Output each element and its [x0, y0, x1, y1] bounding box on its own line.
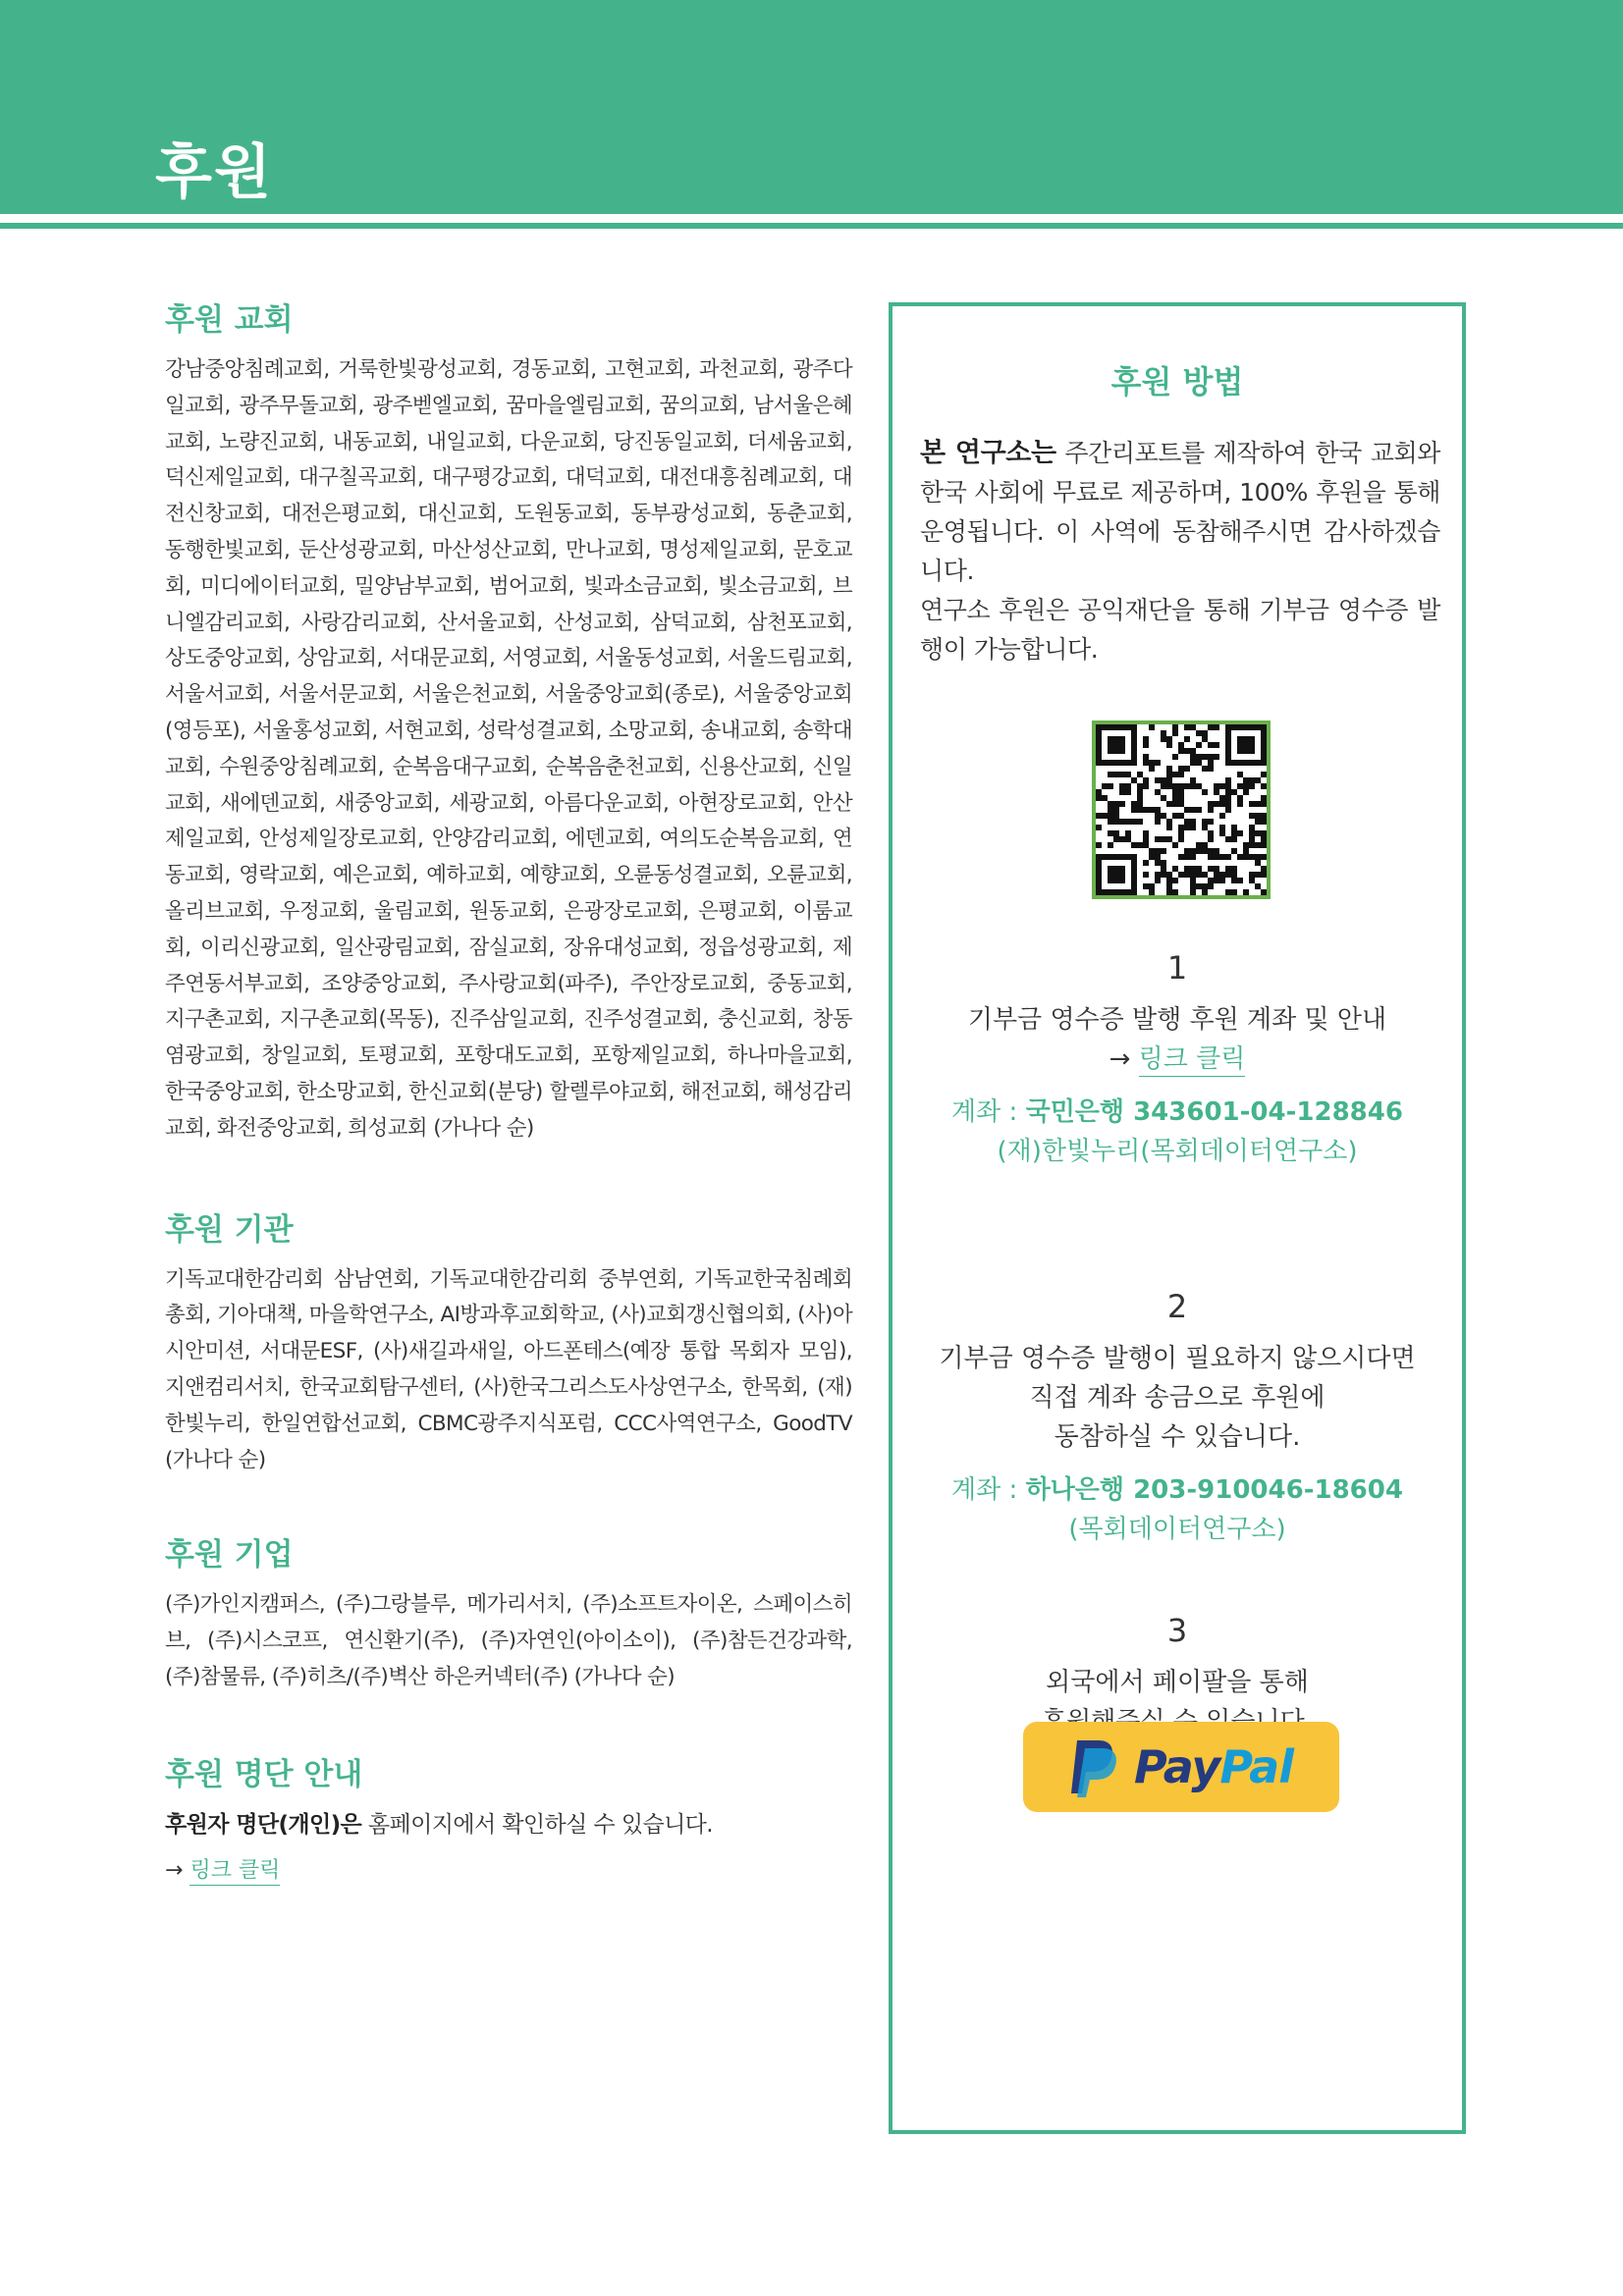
arrow-right-icon: →: [1109, 1044, 1131, 1074]
companies-section: [165, 1529, 852, 1695]
step-1: [893, 949, 1462, 1171]
step-1-account-value: 국민은행 343601-04-128846: [1025, 1097, 1403, 1127]
step-2-account: [893, 1470, 1462, 1510]
donor-list-link[interactable]: 링크 클릭: [189, 1858, 280, 1886]
step-2-text-line-1: 기부금 영수증 발행이 필요하지 않으시다면: [939, 1344, 1416, 1373]
institutions-list: 기독교대한감리회 삼남연회, 기독교대한감리회 중부연회, 기독교한국침례회총회, 기아대책, 마을학연구소, AI방과후교회학교, (사)교회갱신협의회, (사)아시안미션, 서대문ESF, (사)새길과새일, 아드폰테스(예장 통합 목회자 모임), 지앤컴리서치, 한국교회탐구센터, (사)한국그리스도사상연구소, 한목회, (재)한빛누리, 한일연합선교회, CBMC광주지식포럼, CCC사역연구소, GoodTV (가나다 순): [165, 1266, 852, 1472]
step-3-text-line-1: 외국에서 페이팔을 통해: [1046, 1668, 1309, 1697]
paypal-pay-text: Pay: [1134, 1740, 1220, 1793]
step-2-number: 2: [1166, 1288, 1188, 1325]
donor-list-text-rest: 홈페이지에서 확인하실 수 있습니다.: [361, 1811, 714, 1838]
companies-title: 후원 기업: [165, 1537, 294, 1574]
step-2-text-line-3: 동참하실 수 있습니다.: [1054, 1422, 1301, 1452]
paypal-button[interactable]: [1023, 1722, 1339, 1812]
step-2-account-label: 계좌 :: [951, 1475, 1026, 1505]
churches-title: 후원 교회: [165, 302, 294, 338]
institutions-section: [165, 1204, 852, 1479]
donor-list-text: [165, 1807, 852, 1843]
paypal-pal-text: Pal: [1219, 1740, 1293, 1793]
step-1-text: 기부금 영수증 발행 후원 계좌 및 안내: [967, 1005, 1387, 1035]
companies-list: (주)가인지캠퍼스, (주)그랑블루, 메가리서치, (주)소프트자이온, 스페이스히브, (주)시스코프, 연신환기(주), (주)자연인(아이소이), (주)참든건강과학, (주)참물류, (주)히츠/(주)벽산 하은커넥터(주) (가나다 순): [165, 1592, 852, 1689]
step-2: [893, 1288, 1462, 1549]
step-1-link[interactable]: 링크 클릭: [1139, 1044, 1246, 1077]
intro-receipt: 연구소 후원은 공익재단을 통해 기부금 영수증 발행이 가능합니다.: [920, 596, 1440, 664]
paypal-wordmark: [1134, 1740, 1293, 1793]
step-2-account-holder: (목회데이터연구소): [1068, 1515, 1286, 1544]
step-2-account-value: 하나은행 203-910046-18604: [1025, 1475, 1403, 1505]
arrow-right-icon: →: [165, 1857, 184, 1883]
step-1-link-line: [893, 1040, 1462, 1079]
donation-method-title: 후원 방법: [1110, 363, 1244, 400]
qr-code-icon[interactable]: [1092, 721, 1271, 899]
donor-list-section: [165, 1749, 852, 1884]
donor-list-link-line: [165, 1853, 852, 1884]
page-header: [0, 0, 1623, 214]
step-3-number: 3: [1166, 1612, 1188, 1649]
step-2-text-line-2: 직접 계좌 송금으로 후원에: [1029, 1383, 1325, 1413]
intro-bold: 본 연구소는: [920, 438, 1056, 468]
sponsor-lists: [165, 294, 852, 1884]
donor-list-title: 후원 명단 안내: [165, 1756, 363, 1792]
header-divider: [0, 223, 1623, 229]
intro-rest: 주간리포트를 제작하여 한국 교회와 한국 사회에 무료로 제공하며, 100% 후원을 통해 운영됩니다. 이 사역에 동참해주시면 감사하겠습니다.: [920, 439, 1440, 585]
page-title: 후원: [155, 138, 273, 207]
step-1-number: 1: [1166, 949, 1188, 987]
donation-method-intro: [920, 434, 1440, 669]
step-1-account: [893, 1093, 1462, 1132]
step-1-account-label: 계좌 :: [951, 1097, 1026, 1127]
churches-list: 강남중앙침례교회, 거룩한빛광성교회, 경동교회, 고현교회, 과천교회, 광주다일교회, 광주무돌교회, 광주벧엘교회, 꿈마을엘림교회, 꿈의교회, 남서울은혜교회, 노량진교회, 내동교회, 내일교회, 다운교회, 당진동일교회, 더세움교회, 덕신제일교회, 대구칠곡교회, 대구평강교회, 대덕교회, 대전대흥침례교회, 대전신창교회, 대전은평교회, 대신교회, 도원동교회, 동부광성교회, 동춘교회, 동행한빛교회, 둔산성광교회, 마산성산교회, 만나교회, 명성제일교회, 문호교회, 미디에이터교회, 밀양남부교회, 범어교회, 빛과소금교회, 빛소금교회, 브니엘감리교회, 사랑감리교회, 산서울교회, 산성교회, 삼덕교회, 삼천포교회, 상도중앙교회, 상암교회, 서대문교회, 서영교회, 서울동성교회, 서울드림교회, 서울서교회, 서울서문교회, 서울은천교회, 서울중앙교회(종로), 서울중앙교회(영등포), 서울홍성교회, 서현교회, 성락성결교회, 소망교회, 송내교회, 송학대교회, 수원중앙침례교회, 순복음대구교회, 순복음춘천교회, 신용산교회, 신일교회, 새에덴교회, 새중앙교회, 세광교회, 아름다운교회, 아현장로교회, 안산제일교회, 안성제일장로교회, 안양감리교회, 에덴교회, 여의도순복음교회, 연동교회, 영락교회, 예은교회, 예하교회, 예향교회, 오륜동성결교회, 오륜교회, 올리브교회, 우정교회, 울림교회, 원동교회, 은광장로교회, 은평교회, 이룸교회, 이리신광교회, 일산광림교회, 잠실교회, 장유대성교회, 정읍성광교회, 제주연동서부교회, 조양중앙교회, 주사랑교회(파주), 주안장로교회, 중동교회, 지구촌교회, 지구촌교회(목동), 진주삼일교회, 진주성결교회, 충신교회, 창동염광교회, 창일교회, 토평교회, 포항대도교회, 포항제일교회, 하나마을교회, 한국중앙교회, 한소망교회, 한신교회(분당) 할렐루야교회, 해전교회, 해성감리교회, 화전중앙교회, 희성교회 (가나다 순): [165, 357, 852, 1141]
churches-section: [165, 294, 852, 1148]
donor-list-text-bold: 후원자 명단(개인)은: [165, 1811, 362, 1838]
step-1-account-holder: (재)한빛누리(목회데이터연구소): [997, 1137, 1358, 1166]
donation-method-box: [889, 302, 1466, 2134]
institutions-title: 후원 기관: [165, 1211, 294, 1248]
qr-code-graphic: [1096, 724, 1267, 895]
paypal-logo-icon: [1069, 1736, 1120, 1797]
